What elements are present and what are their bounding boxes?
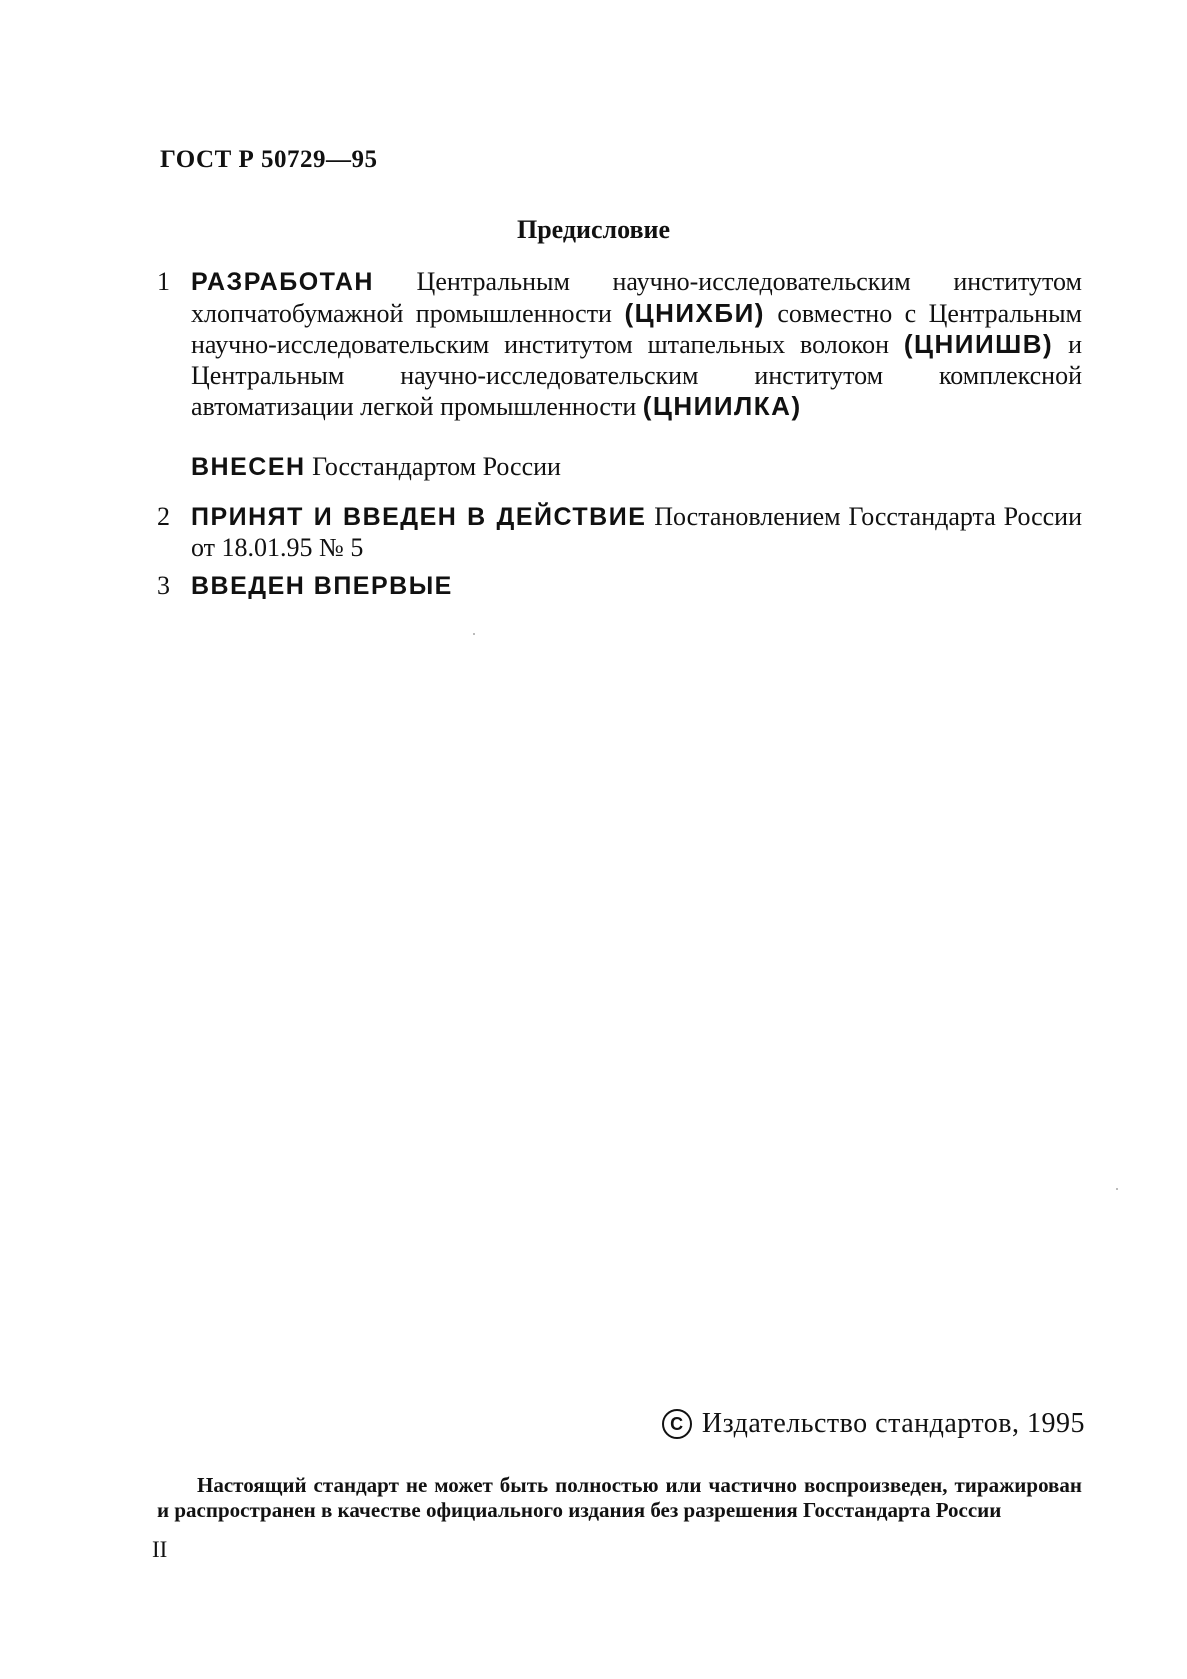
reproduction-notice: Настоящий стандарт не может быть полностью или частично воспроизведен, тиражирован и распространен в качестве официального издания без разрешения Госстандарта России [157, 1473, 1082, 1522]
foreword-item-submitted [191, 452, 561, 482]
document-code-header: ГОСТ Р 50729—95 [160, 146, 378, 173]
abbreviation-tsniilka: (ЦНИИЛКА) [642, 391, 802, 421]
abbreviation-tsniishv: (ЦНИИШВ) [903, 329, 1054, 359]
item-text: совместно с Центральным научно-исследовательским институтом штапельных волокон [191, 298, 1083, 359]
copyright-line [662, 1408, 1085, 1440]
item-number: 2 [157, 502, 170, 531]
item-text: и Центральным научно-исследовательским институтом комплексной автоматизации легкой промышленности [191, 330, 1082, 421]
item-text: Постановлением Госстандарта России от 18.01.95 № 5 [191, 502, 1082, 562]
item-text: Центральным научно-исследовательским институтом хлопчатобумажной промышленности [191, 267, 1082, 328]
item-text: Госстандартом России [305, 452, 561, 481]
scan-speck [1116, 1188, 1118, 1190]
foreword-item-2 [157, 502, 1082, 563]
foreword-item-3 [157, 571, 1082, 602]
item-lead: ПРИНЯТ И ВВЕДЕН В ДЕЙСТВИЕ [191, 503, 647, 531]
page-number: II [152, 1537, 168, 1562]
abbreviation-tsnikhbi: (ЦНИХБИ) [624, 297, 765, 328]
section-title: Предисловие [516, 215, 671, 244]
foreword-item-1 [157, 267, 1082, 423]
item-body [191, 571, 1082, 602]
item-lead: ВНЕСЕН [191, 453, 306, 481]
item-lead: ВВЕДЕН ВПЕРВЫЕ [191, 572, 453, 600]
item-number: 3 [157, 571, 170, 600]
item-number: 1 [157, 267, 170, 296]
item-lead: РАЗРАБОТАН [191, 268, 374, 296]
item-body [191, 502, 1082, 563]
copyright-icon: C [662, 1409, 692, 1439]
copyright-text: Издательство стандартов, 1995 [701, 1408, 1085, 1439]
item-body [191, 267, 1082, 423]
scan-speck [473, 633, 475, 635]
